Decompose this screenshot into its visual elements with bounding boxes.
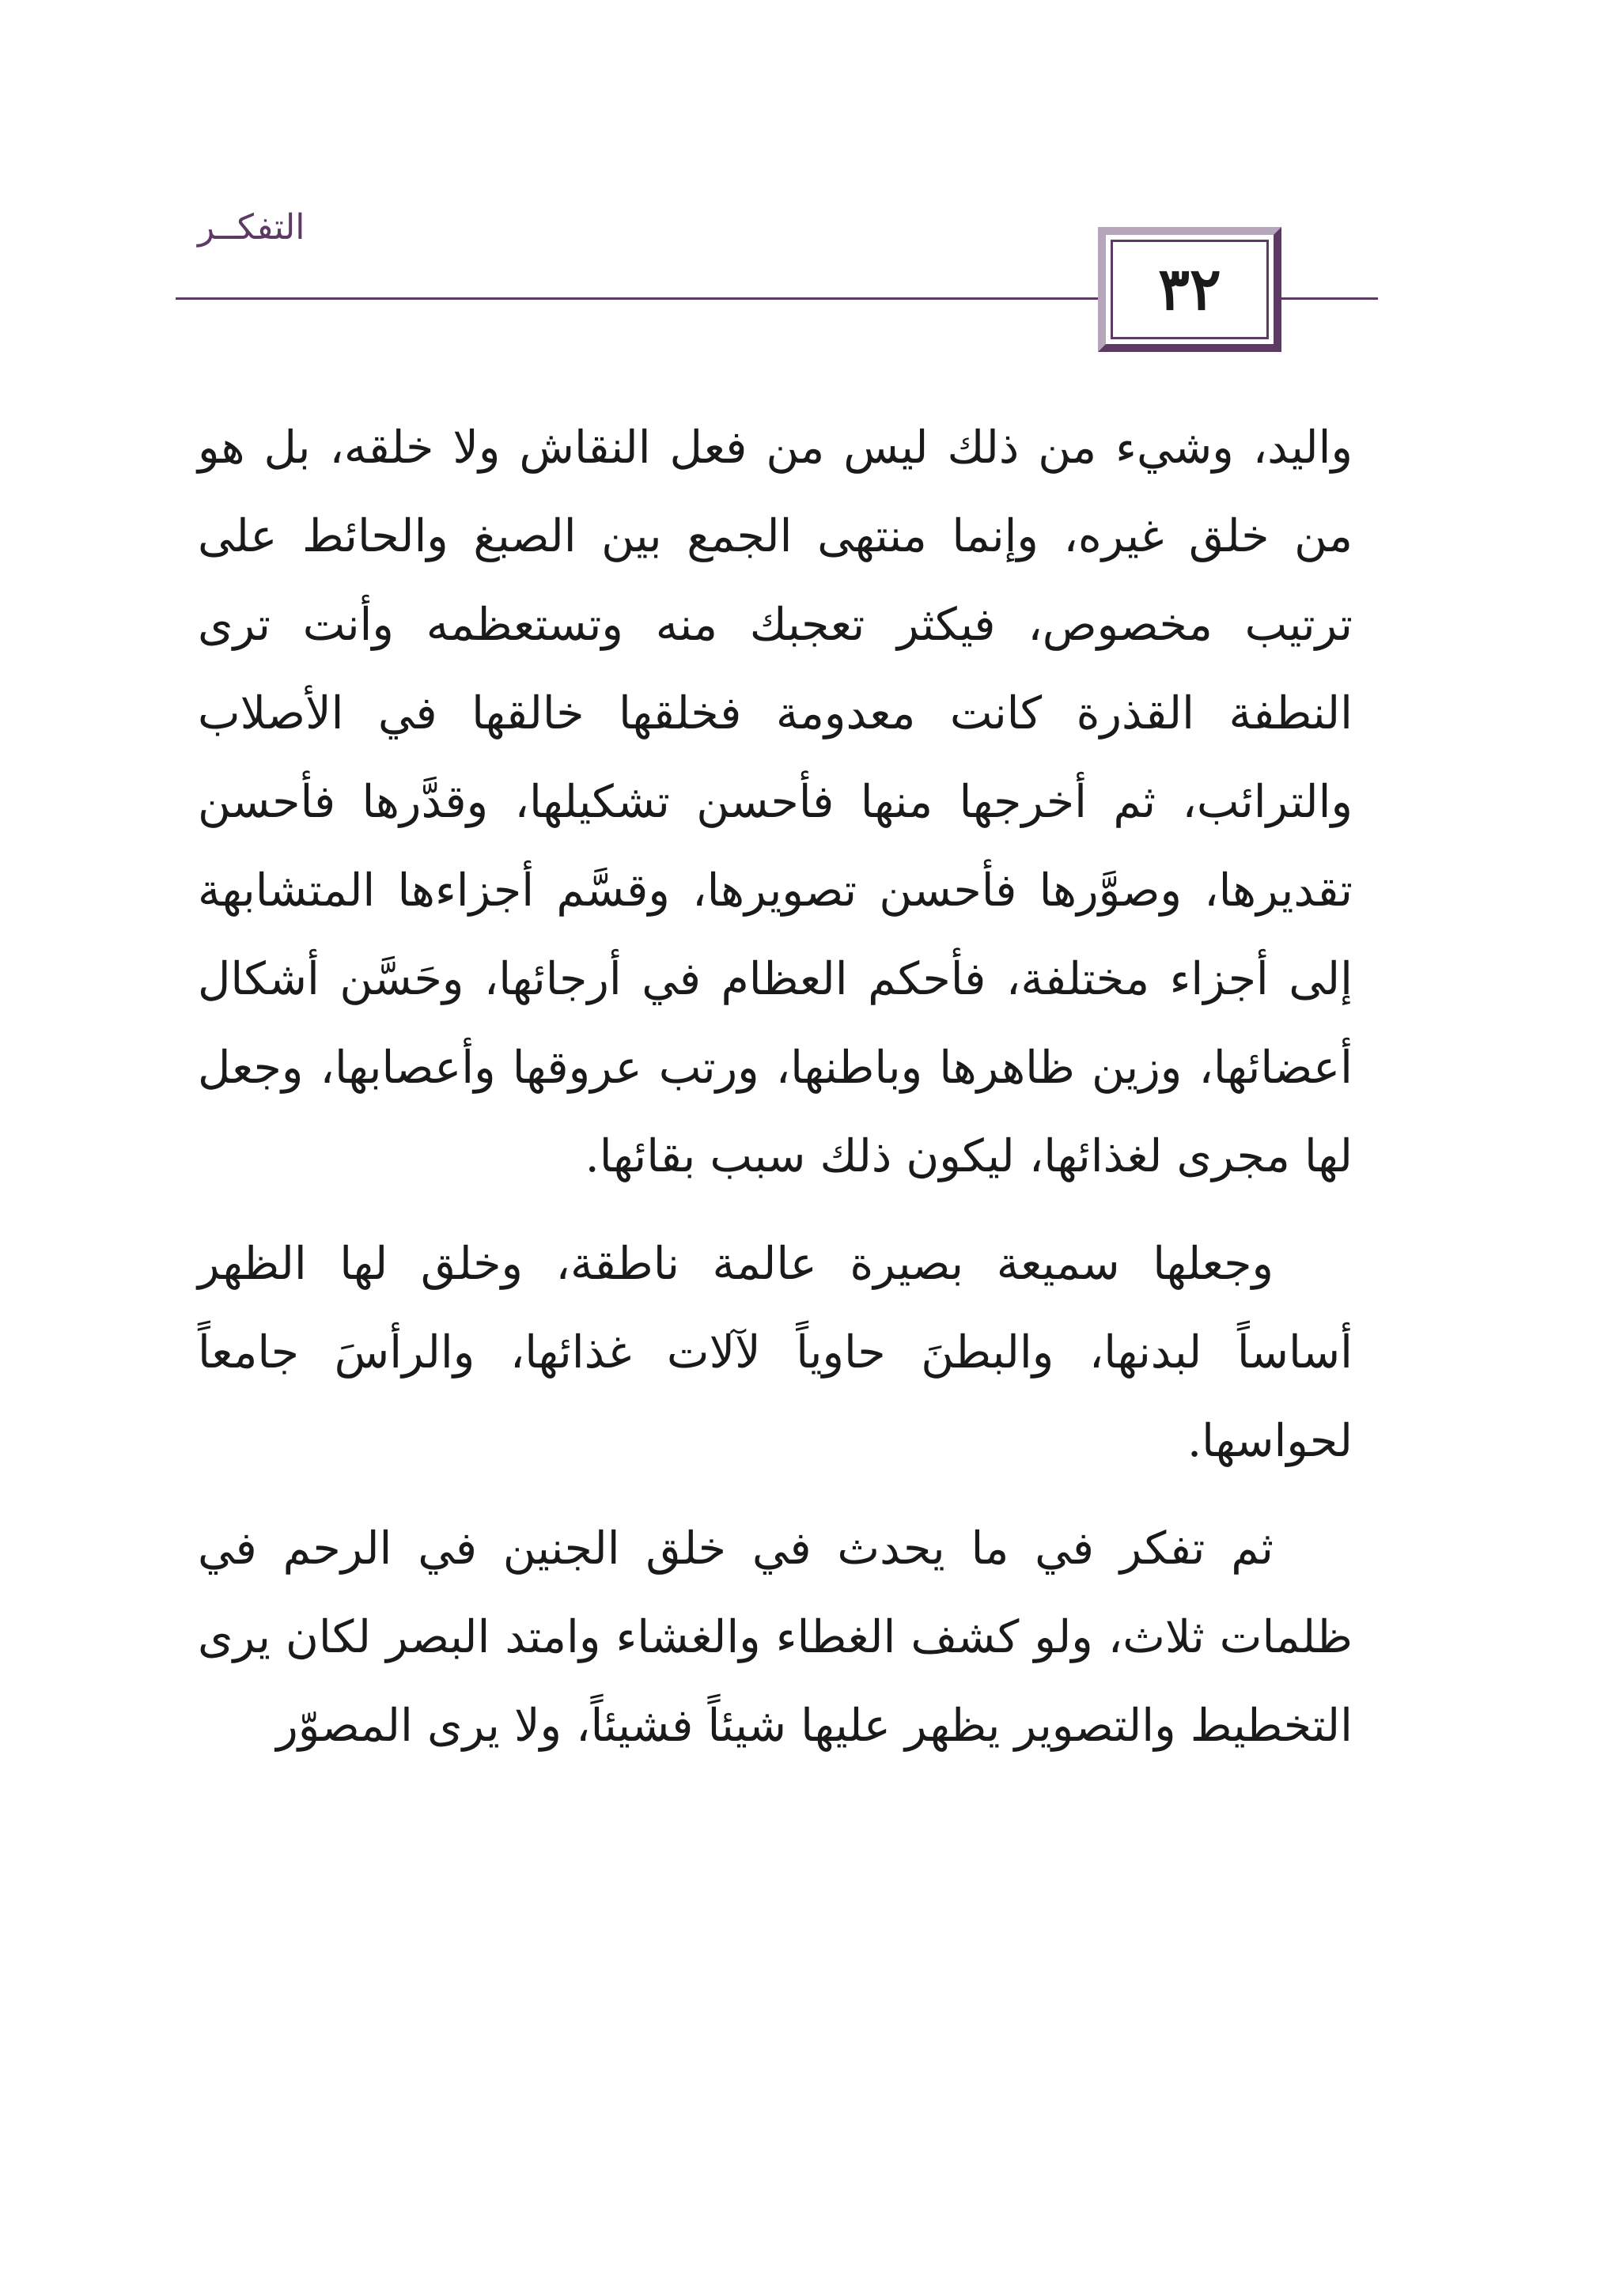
page-body [198,403,1353,1770]
page-number-box-inner [1111,240,1269,339]
paragraph-2: وجعلها سميعة بصيرة عالمة ناطقة، وخلق لها الظهر أساساً لبدنها، والبطنَ حاوياً لآلات غذائها، والرأسَ جامعاً لحواسها. [198,1238,1353,1467]
paragraph-3: ثم تفكر في ما يحدث في خلق الجنين في الرحم في ظلمات ثلاث، ولو كشف الغطاء والغشاء وامتد البصر لكان يرى التخطيط والتصوير يظهر عليها شيئاً فشيئاً، ولا يرى المصوّر [198,1522,1353,1752]
page-number-box [1098,227,1281,352]
header-title: التفكــر [198,207,305,248]
paragraph-1: واليد، وشيء من ذلك ليس من فعل النقاش ولا خلقه، بل هو من خلق غيره، وإنما منتهى الجمع بين الصبغ والحائط على ترتيب مخصوص، فيكثر تعجبك منه وتستعظمه وأنت ترى النطفة القذرة كانت معدومة فخلقها خالقها في الأصلاب والترائب، ثم أخرجها منها فأحسن تشكيلها، وقدَّرها فأحسن تقديرها، وصوَّرها فأحسن تصويرها، وقسَّم أجزاءها المتشابهة إلى أجزاء مختلفة، فأحكم العظام في أرجائها، وحَسَّن أشكال أعضائها، وزين ظاهرها وباطنها، ورتب عروقها وأعصابها، وجعل لها مجرى لغذائها، ليكون ذلك سبب بقائها. [198,422,1353,1182]
page-number: ٣٢ [1158,255,1221,323]
